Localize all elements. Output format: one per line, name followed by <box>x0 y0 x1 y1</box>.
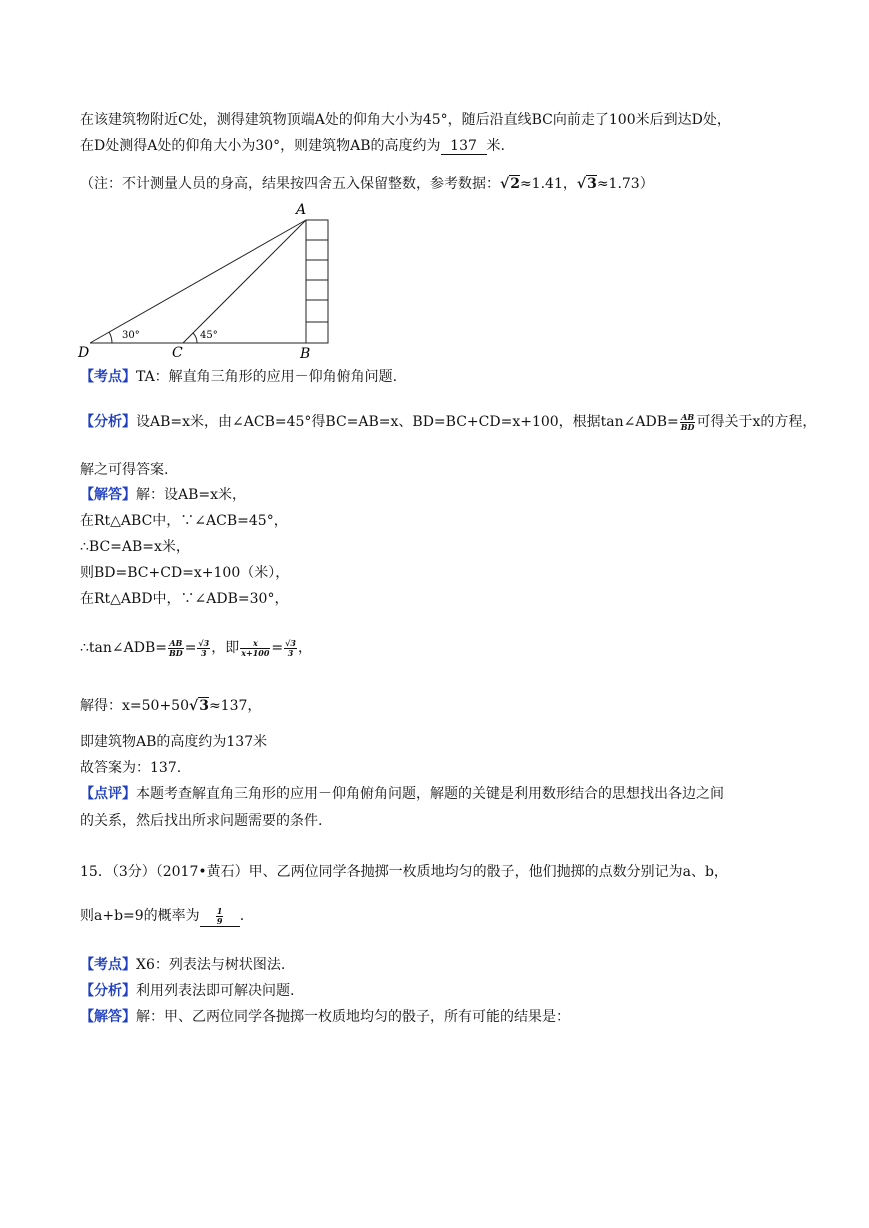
problem-15-text-1: 15．（3分）（2017•黄石）甲、乙两位同学各抛掷一枚质地均匀的骰子，他们抛掷的点数分别记为a、b， <box>80 864 728 880</box>
jieda-14-line-3 <box>80 537 190 557</box>
kaodian-15 <box>80 955 285 975</box>
kaodian-14 <box>80 367 397 387</box>
jieda-15 <box>80 1007 570 1027</box>
jieda-line-5: 在Rt△ABD中，∵∠ADB=30°， <box>80 591 289 607</box>
ji-text: ，即 <box>211 640 240 656</box>
dianping-tag: 【点评】 <box>80 786 136 802</box>
jieda-14-line-1 <box>80 485 246 505</box>
label-C: C <box>172 345 183 361</box>
jieda-14-line-9 <box>80 758 181 778</box>
jieda-line-3: ∴BC=AB=x米， <box>80 539 190 555</box>
fenxi-14 <box>80 412 816 432</box>
sqrt-radicand: 3 <box>199 698 209 714</box>
fraction-numerator: AB <box>681 411 695 422</box>
jieda-tag: 【解答】 <box>80 487 136 503</box>
jieda-14-line-8 <box>80 732 267 752</box>
fraction-denominator: 3 <box>287 647 294 658</box>
fraction-denominator: 3 <box>201 647 207 658</box>
label-D: D <box>78 345 90 361</box>
angle-arc-C <box>193 333 197 343</box>
jieda-line-8: 即建筑物AB的高度约为137米 <box>80 734 268 750</box>
fraction-numerator: √3 <box>198 637 210 648</box>
solution-text: 解得：x=50+50 <box>80 698 189 714</box>
angle-arc-D <box>109 332 112 343</box>
fraction-sqrt3-3 <box>197 639 210 658</box>
jieda-tag: 【解答】 <box>80 1009 136 1025</box>
comma: ， <box>297 640 312 656</box>
jieda-line-9: 故答案为：137. <box>80 760 182 776</box>
jieda-14-line-7 <box>80 696 261 716</box>
note-text: （注：不计测量人员的身高，结果按四舍五入保留整数，参考数据： <box>80 176 500 192</box>
problem-14-text-1: 在该建筑物附近C处，测得建筑物顶端A处的仰角大小为45°，随后沿直线BC向前走了100米后到达D处， <box>80 112 731 128</box>
label-B: B <box>300 346 311 362</box>
problem-14-note <box>80 174 654 194</box>
fraction-denominator: x+100 <box>241 647 270 658</box>
fraction-numerator: √3 <box>285 637 296 648</box>
fraction-numerator: x <box>240 639 270 649</box>
equals-sign: = <box>271 640 284 656</box>
fraction-numerator: AB <box>169 637 183 648</box>
problem-15-line-1 <box>80 862 728 882</box>
note-value-2: ≈1.73） <box>596 176 654 192</box>
line-CA <box>183 220 306 343</box>
fenxi-15 <box>80 981 294 1001</box>
note-value-1: ≈1.41， <box>519 176 577 192</box>
sqrt-3-radicand: 3 <box>587 176 597 192</box>
fraction-ab-bd-2 <box>168 639 184 658</box>
jieda-line-2: 在Rt△ABC中，∵∠ACB=45°， <box>80 513 288 529</box>
problem-14-text-2: 在D处测得A处的仰角大小为30°，则建筑物AB的高度约为 <box>80 138 441 154</box>
geometry-figure <box>70 198 340 363</box>
fenxi-text-1: 设AB=x米，由∠ACB=45°得BC=AB=x、BD=BC+CD=x+100，根据tan∠ADB= <box>136 414 679 430</box>
jieda-14-line-4 <box>80 563 289 583</box>
fraction-1-9 <box>216 907 224 926</box>
fenxi-text-2: 可得关于x的方程， <box>696 414 817 430</box>
fraction-numerator: 1 <box>216 905 223 916</box>
fenxi-text-3: 解之可得答案. <box>80 462 169 478</box>
kaodian-text: X6：列表法与树状图法. <box>136 957 286 973</box>
angle-D-label: 30° <box>122 330 140 341</box>
building <box>306 220 328 343</box>
solution-approx: ≈137， <box>208 698 262 714</box>
angle-C-label: 45° <box>200 330 218 341</box>
fraction-denominator: BD <box>680 421 695 432</box>
jieda-14-line-5 <box>80 589 288 609</box>
sqrt-2-radicand: 2 <box>510 176 520 192</box>
fraction-denominator: BD <box>168 647 183 658</box>
fenxi-text: 利用列表法即可解决问题. <box>136 983 295 999</box>
jieda-14-line-2 <box>80 511 288 531</box>
problem-14-unit: 米. <box>486 138 505 154</box>
fraction-denominator: 9 <box>216 915 223 926</box>
problem-15-text-2: 则a+b=9的概率为 <box>80 908 200 924</box>
fenxi-tag: 【分析】 <box>80 983 136 999</box>
sqrt-3-solution: √3 <box>189 698 209 714</box>
dianping-text-2: 的关系，然后找出所求问题需要的条件. <box>80 813 323 829</box>
jieda-line-1: 解：设AB=x米， <box>136 487 247 503</box>
problem-15-line-2 <box>80 906 244 927</box>
fraction-ab-bd <box>680 413 696 432</box>
line-DA <box>90 220 306 343</box>
answer-blank-15 <box>200 907 240 927</box>
equals-sign: = <box>184 640 197 656</box>
dianping-14-line-2 <box>80 811 322 831</box>
answer-blank: 137 <box>441 138 487 155</box>
jieda-text: 解：甲、乙两位同学各抛掷一枚质地均匀的骰子，所有可能的结果是： <box>136 1009 570 1025</box>
problem-14-line-2 <box>80 136 505 156</box>
label-A: A <box>296 202 307 218</box>
kaodian-tag: 【考点】 <box>80 957 136 973</box>
fenxi-tag: 【分析】 <box>80 414 136 430</box>
jieda-line-4: 则BD=BC+CD=x+100（米）， <box>80 565 290 581</box>
dianping-14 <box>80 784 724 804</box>
dianping-text-1: 本题考查解直角三角形的应用－仰角俯角问题，解题的关键是利用数形结合的思想找出各边之间 <box>136 786 724 802</box>
jieda-14-line-6 <box>80 638 312 658</box>
period: . <box>239 908 245 924</box>
sqrt-3: √3 <box>576 176 597 192</box>
fraction-sqrt3-3-b <box>284 639 297 658</box>
tan-expression: ∴tan∠ADB= <box>80 640 167 656</box>
problem-14-line-1 <box>80 110 731 130</box>
fenxi-14-line-2 <box>80 460 168 480</box>
sqrt-2: √2 <box>500 176 520 192</box>
kaodian-text: TA：解直角三角形的应用－仰角俯角问题. <box>136 369 398 385</box>
fraction-x-x100 <box>240 639 270 658</box>
kaodian-tag: 【考点】 <box>80 369 136 385</box>
